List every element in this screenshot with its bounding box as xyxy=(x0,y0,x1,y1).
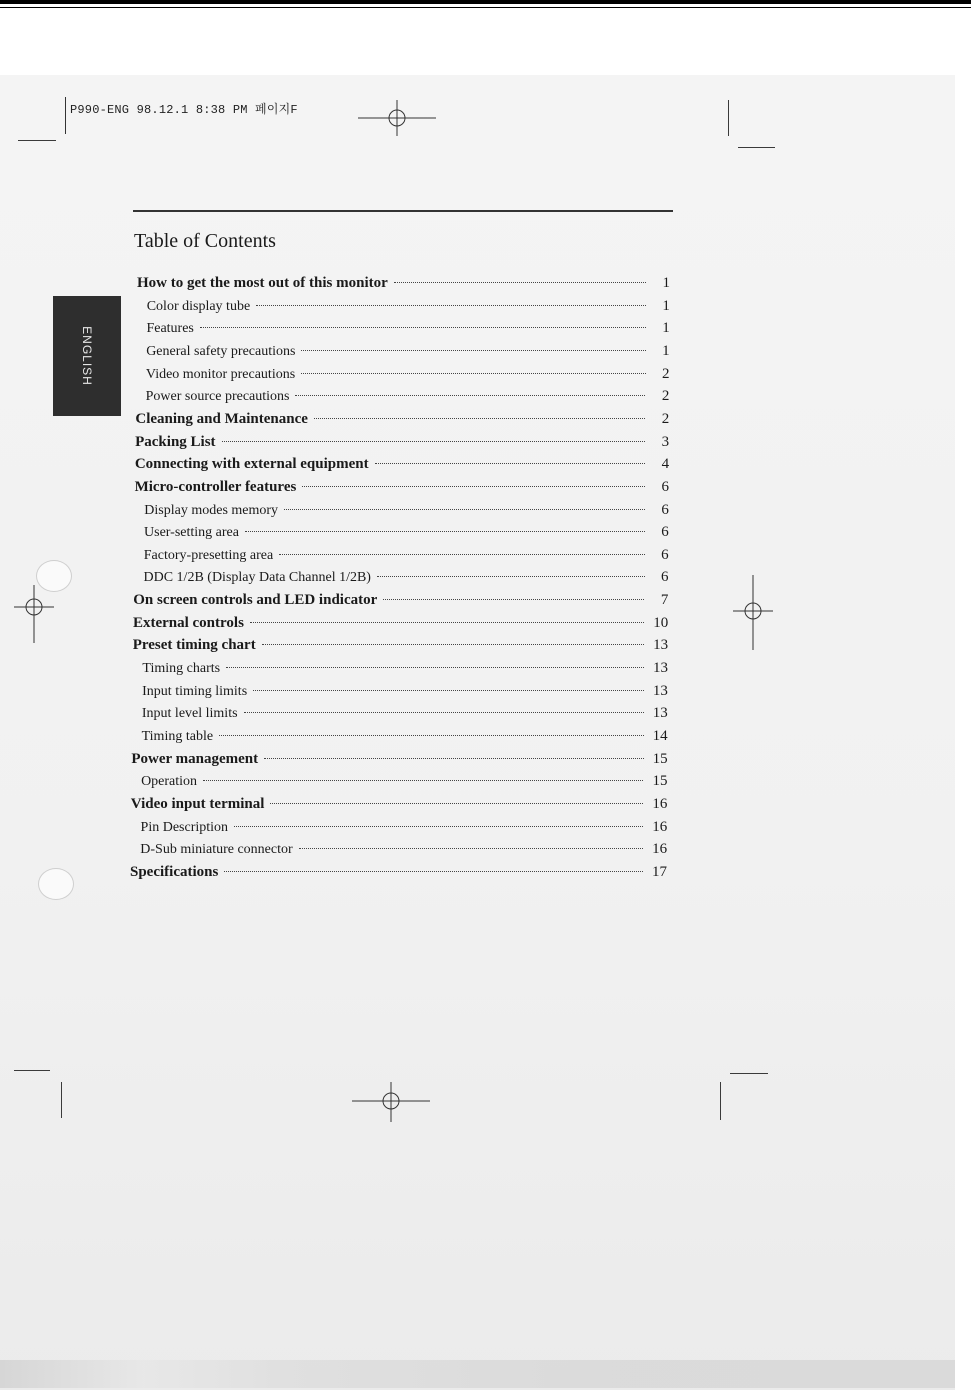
toc-entry-label: D-Sub miniature connector xyxy=(140,842,293,858)
toc-entry xyxy=(142,683,668,703)
toc-dot-leader xyxy=(200,327,646,328)
toc-entry xyxy=(141,819,668,839)
toc-entry-page: 6 xyxy=(661,478,669,495)
toc-entry-page: 6 xyxy=(661,501,669,518)
toc-entry-label: Preset timing chart xyxy=(132,637,256,654)
toc-dot-leader xyxy=(226,667,644,668)
toc-dot-leader xyxy=(383,599,644,600)
toc-entry-page: 2 xyxy=(662,365,670,382)
toc-entry-label: Input timing limits xyxy=(142,683,248,699)
toc-dot-leader xyxy=(256,305,646,306)
toc-entry-page: 16 xyxy=(652,795,668,812)
toc-dot-leader xyxy=(302,486,645,487)
toc-dot-leader xyxy=(270,803,643,804)
toc-entry xyxy=(146,366,670,386)
toc-entry-page: 16 xyxy=(652,818,668,835)
top-rule xyxy=(0,0,971,4)
toc-entry xyxy=(141,773,667,793)
crop-mark-top-left-vertical xyxy=(65,97,66,134)
crop-mark-top-right-horizontal xyxy=(738,147,775,148)
toc-entry-label: Video monitor precautions xyxy=(145,366,296,382)
toc-entry-page: 6 xyxy=(661,546,669,563)
toc-entry-label: General safety precautions xyxy=(146,343,296,359)
toc-entry-label: Timing table xyxy=(141,729,214,744)
toc-entry-page: 15 xyxy=(652,750,668,767)
toc-entry-page: 6 xyxy=(661,569,669,586)
crop-mark-bottom-left-horizontal xyxy=(14,1070,50,1071)
toc-entry xyxy=(135,411,669,431)
scan-bottom-edge xyxy=(0,1360,955,1388)
binder-hole-upper xyxy=(36,560,72,592)
toc-dot-leader xyxy=(301,350,645,351)
toc-entry xyxy=(144,524,669,544)
toc-entry-label: Factory-presetting area xyxy=(143,547,274,563)
crop-mark-bottom-right-vertical xyxy=(720,1082,721,1120)
toc-entry-label: Power source precautions xyxy=(145,389,290,405)
toc-entry-label: Features xyxy=(146,321,194,337)
language-tab xyxy=(53,296,121,416)
toc-entry-label: Input level limits xyxy=(141,706,238,722)
toc-dot-leader xyxy=(314,418,645,419)
toc-dot-leader xyxy=(301,373,645,374)
toc-title: Table of Contents xyxy=(134,230,276,252)
toc-entry xyxy=(146,388,670,408)
toc-entry-label: Operation xyxy=(141,774,198,790)
toc-entry-page: 4 xyxy=(661,456,670,473)
toc-entry-page: 17 xyxy=(652,863,667,880)
toc-entry xyxy=(133,637,668,657)
toc-dot-leader xyxy=(295,395,645,396)
toc-entry xyxy=(135,479,669,499)
toc-entry xyxy=(142,728,668,748)
toc-entry-page: 13 xyxy=(653,660,669,677)
toc-dot-leader xyxy=(253,690,644,691)
toc-entry-label: Color display tube xyxy=(146,298,251,314)
toc-dot-leader xyxy=(244,712,644,713)
toc-entry-label: On screen controls and LED indicator xyxy=(133,592,378,609)
toc-entry-label: Micro-controller features xyxy=(134,478,297,495)
toc-entry xyxy=(130,864,667,884)
toc-dot-leader xyxy=(375,463,645,464)
toc-entry xyxy=(137,275,670,295)
toc-entry xyxy=(140,841,667,861)
registration-mark-right xyxy=(733,575,773,650)
toc-entry-page: 13 xyxy=(652,682,668,699)
toc-entry xyxy=(133,615,668,635)
toc-entry-page: 1 xyxy=(662,297,670,314)
toc-entry xyxy=(133,592,668,612)
toc-entry-label: DDC 1/2B (Display Data Channel 1/2B) xyxy=(143,570,371,586)
toc-entry-page: 13 xyxy=(652,705,668,722)
toc-entry-label: How to get the most out of this monitor xyxy=(137,275,388,291)
toc-entry xyxy=(135,456,669,476)
binder-hole-lower xyxy=(38,868,74,900)
toc-entry-page: 6 xyxy=(661,524,669,541)
toc-dot-leader xyxy=(279,554,644,555)
language-tab-label: ENGLISH xyxy=(80,326,94,386)
toc-entry xyxy=(146,320,669,340)
toc-top-rule xyxy=(133,210,673,212)
toc-entry-page: 1 xyxy=(662,320,670,337)
toc-dot-leader xyxy=(222,441,646,442)
toc-entry-label: External controls xyxy=(132,614,244,631)
toc-entry xyxy=(142,705,668,725)
toc-entry xyxy=(144,547,669,567)
toc-entry-page: 1 xyxy=(662,275,670,291)
toc-dot-leader xyxy=(219,735,644,736)
registration-mark-left xyxy=(14,585,54,643)
toc-entry-label: Connecting with external equipment xyxy=(134,456,369,473)
toc-entry xyxy=(144,569,669,589)
toc-dot-leader xyxy=(245,531,645,532)
crop-mark-top-left-horizontal xyxy=(18,140,56,141)
toc-entry-page: 16 xyxy=(652,841,668,858)
toc-entry-page: 2 xyxy=(661,388,670,405)
toc-entry-page: 2 xyxy=(661,410,670,427)
toc-entry-page: 14 xyxy=(652,728,668,744)
toc-entry-page: 13 xyxy=(653,637,669,654)
toc-entry xyxy=(147,298,670,318)
toc-dot-leader xyxy=(284,509,645,510)
toc-entry-label: Video input terminal xyxy=(130,795,265,812)
toc-entry-label: Power management xyxy=(131,750,259,767)
toc-entry-label: Timing charts xyxy=(142,661,221,677)
top-rule-thin xyxy=(0,7,971,8)
toc-dot-leader xyxy=(262,644,644,645)
toc-entry-label: Pin Description xyxy=(140,819,229,835)
toc-entry-page: 10 xyxy=(653,614,669,631)
crop-mark-bottom-left-vertical xyxy=(61,1082,62,1118)
toc-entry-label: Packing List xyxy=(135,433,216,450)
toc-dot-leader xyxy=(203,780,643,781)
registration-mark-top xyxy=(358,100,436,136)
toc-entry-page: 1 xyxy=(662,342,670,359)
toc-entry xyxy=(142,660,668,680)
crop-mark-top-right-vertical xyxy=(728,100,729,136)
toc-dot-leader xyxy=(377,576,645,577)
toc-entry xyxy=(131,751,667,771)
toc-dot-leader xyxy=(264,758,643,759)
toc-entry xyxy=(135,434,669,454)
print-slug: P990-ENG 98.12.1 8:38 PM 페이지F xyxy=(70,103,298,117)
toc-dot-leader xyxy=(250,622,644,623)
crop-mark-bottom-right-horizontal xyxy=(730,1073,768,1074)
toc-dot-leader xyxy=(234,826,643,827)
toc-entry-page: 15 xyxy=(652,773,668,790)
toc-dot-leader xyxy=(394,282,646,283)
toc-entry-page: 3 xyxy=(661,433,670,450)
toc-entry-label: Specifications xyxy=(130,863,219,880)
toc-dot-leader xyxy=(299,848,643,849)
registration-mark-bottom xyxy=(352,1082,430,1122)
toc-entry-label: Display modes memory xyxy=(144,502,279,518)
toc-entry-label: User-setting area xyxy=(144,525,239,541)
toc-entry-page: 7 xyxy=(660,592,669,609)
toc-dot-leader xyxy=(224,871,643,872)
toc-entry xyxy=(144,502,669,522)
toc-entry xyxy=(131,796,668,816)
toc-entry-label: Cleaning and Maintenance xyxy=(135,410,308,427)
toc-entry xyxy=(146,343,669,363)
